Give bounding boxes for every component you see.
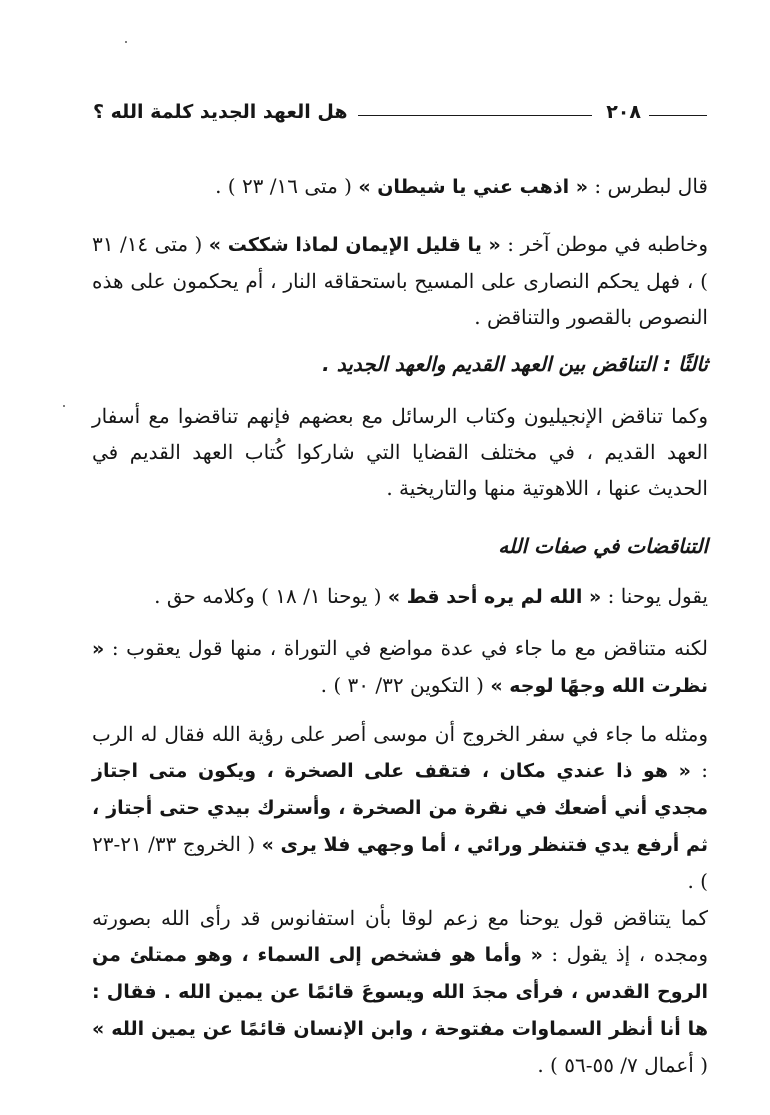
scan-speck bbox=[63, 405, 65, 407]
paragraph-little-faith bbox=[92, 226, 730, 335]
scan-speck bbox=[125, 41, 127, 43]
paragraph-exodus bbox=[92, 716, 730, 899]
page-header bbox=[93, 96, 707, 128]
paragraph-contradiction-intro: وكما تناقض الإنجيليون وكتاب الرسائل مع بعضهم فإنهم تناقضوا مع أسفار العهد القديم ، في مختلف القضايا التي شاركوا كُتاب العهد القديم في الحديث عنها ، اللاهوتية منها والتاريخية . bbox=[92, 404, 708, 500]
scripture-reference: ( متى ١٦/ ٢٣ ) . bbox=[215, 174, 359, 198]
scripture-reference: ( الخروج ٣٣/ ٢١-٢٣ ) . bbox=[92, 832, 708, 893]
section-heading: ثالثًا : التناقض بين العهد القديم والعهد الجديد . bbox=[322, 352, 708, 376]
paragraph-stephen bbox=[92, 900, 730, 1083]
paragraph-text: يقول يوحنا : bbox=[601, 584, 708, 608]
scripture-quote: « نظرت الله وجهًا لوجه » bbox=[92, 638, 708, 697]
paragraph-text: ومثله ما جاء في سفر الخروج أن موسى أصر على رؤية الله فقال له الرب : bbox=[92, 722, 708, 782]
scripture-quote: « الله لم يره أحد قط » bbox=[387, 586, 602, 608]
paragraph-text: كما يتناقض قول يوحنا مع زعم لوقا بأن استفانوس قد رأى الله بصورته ومجده ، إذ يقول : bbox=[92, 906, 708, 966]
scripture-quote: « اذهب عني يا شيطان » bbox=[358, 176, 589, 198]
page-number: ٢٠٨ bbox=[606, 101, 641, 123]
paragraph-text: قال لبطرس : bbox=[588, 174, 708, 198]
scripture-quote: « وأما هو فشخص إلى السماء ، وهو ممتلئ من الروح القدس ، فرأى مجدَ الله ويسوعَ قائمًا عن يمين الله . فقال : ها أنا أنظر السماوات مفتوحة ، وابن الإنسان قائمًا عن يمين الله » bbox=[92, 944, 708, 1040]
header-rule-short bbox=[649, 115, 707, 116]
paragraph-jacob bbox=[92, 630, 730, 704]
scripture-reference: ( أعمال ٧/ ٥٥-٥٦ ) . bbox=[537, 1053, 708, 1077]
running-title: هل العهد الجديد كلمة الله ؟ bbox=[93, 101, 348, 123]
scripture-quote: « هو ذا عندي مكان ، فتقف على الصخرة ، ويكون متى اجتاز مجدي أني أضعك في نقرة من الصخرة ، وأسترك بيدي حتى أجتاز ، ثم أرفع يدي فتنظر ورائي ، أما وجهي فلا يرى » bbox=[92, 760, 708, 856]
subsection-heading: التناقضات في صفات الله bbox=[498, 534, 708, 558]
paragraph-peter bbox=[92, 168, 730, 205]
paragraph-text: لكنه متناقض مع ما جاء في عدة مواضع في التوراة ، منها قول يعقوب : bbox=[104, 636, 709, 660]
scripture-reference: ( التكوين ٣٢/ ٣٠ ) . bbox=[320, 673, 491, 697]
scripture-quote: « يا قليل الإيمان لماذا شككت » bbox=[208, 234, 501, 256]
paragraph-john bbox=[92, 578, 730, 615]
header-rule-long bbox=[358, 115, 593, 116]
paragraph-text: ( يوحنا ١/ ١٨ ) وكلامه حق . bbox=[154, 584, 388, 608]
paragraph-text: ( متى ١٤/ ٣١ ) ، فهل يحكم النصارى على المسيح باستحقاقه النار ، أم يحكمون على هذه النصوص بالقصور والتناقض . bbox=[92, 232, 708, 329]
paragraph-text: وخاطبه في موطن آخر : bbox=[500, 232, 709, 256]
